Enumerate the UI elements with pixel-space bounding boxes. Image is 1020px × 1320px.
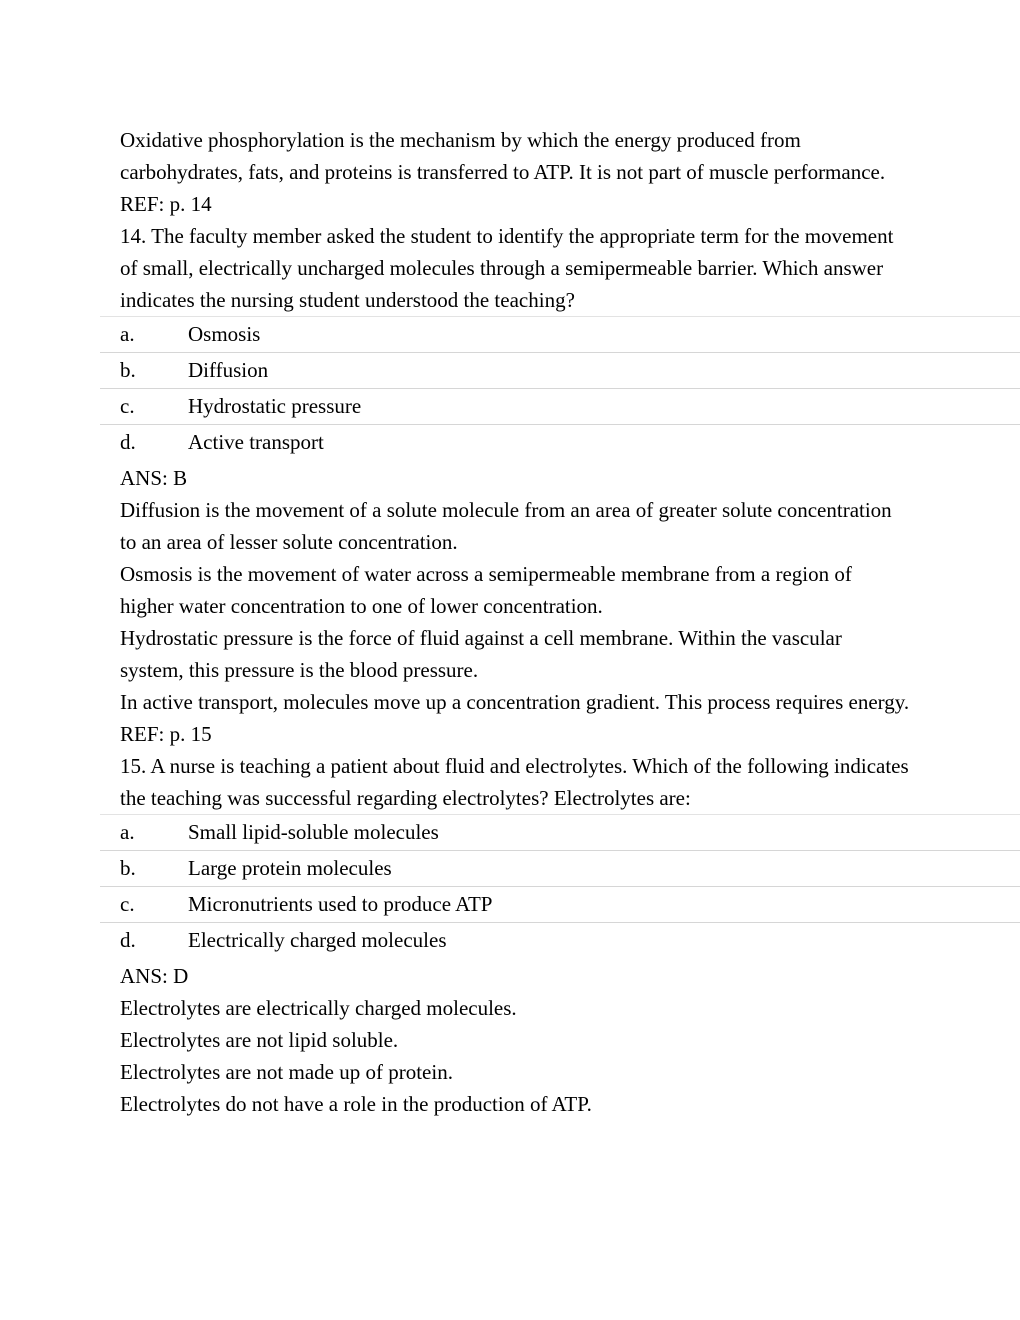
option-text: Diffusion — [188, 358, 269, 382]
option-letter: a. — [120, 820, 135, 844]
rationale-text: In active transport, molecules move up a concentration gradient. This process requires energy. — [120, 690, 910, 714]
option-row — [100, 352, 1020, 388]
option-letter: d. — [120, 928, 136, 952]
option-text: Osmosis — [188, 322, 261, 346]
option-letter: d. — [120, 430, 136, 454]
document-page — [0, 124, 1020, 1120]
rationale-text: Diffusion is the movement of a solute molecule from an area of greater solute concentration to an area of lesser solute concentration. — [120, 498, 892, 554]
question-14-options — [100, 316, 1020, 460]
option-letter: b. — [120, 856, 136, 880]
option-row — [100, 922, 1020, 958]
rationale-text: Osmosis is the movement of water across a semipermeable membrane from a region of higher water concentration to one of lower concentration. — [120, 562, 852, 618]
option-row — [100, 850, 1020, 886]
option-row — [100, 424, 1020, 460]
option-text: Active transport — [188, 430, 324, 454]
rationale-text: Electrolytes are not made up of protein. — [120, 1060, 453, 1084]
question-15-options — [100, 814, 1020, 958]
option-text: Large protein molecules — [188, 856, 392, 880]
option-row — [100, 814, 1020, 850]
reference-text: REF: p. 15 — [120, 722, 212, 746]
option-text: Electrically charged molecules — [188, 928, 447, 952]
answer-text: ANS: B — [120, 466, 188, 490]
option-letter: a. — [120, 322, 135, 346]
option-text: Small lipid-soluble molecules — [188, 820, 439, 844]
option-letter: b. — [120, 358, 136, 382]
rationale-text: Hydrostatic pressure is the force of fluid against a cell membrane. Within the vascular system, this pressure is the blood pressure. — [120, 626, 842, 682]
option-row — [100, 886, 1020, 922]
option-letter: c. — [120, 394, 135, 418]
reference-text: REF: p. 14 — [120, 192, 212, 216]
rationale-text: Oxidative phosphorylation is the mechanism by which the energy produced from carbohydrates, fats, and proteins is transferred to ATP. It is not part of muscle performance. — [120, 128, 886, 184]
rationale-text: Electrolytes are electrically charged molecules. — [120, 996, 517, 1020]
question-14-text: 14. The faculty member asked the student to identify the appropriate term for the movement of small, electrically uncharged molecules through a semipermeable barrier. Which answer indicates the nursing student understood the teaching? — [120, 224, 894, 312]
rationale-text: Electrolytes do not have a role in the production of ATP. — [120, 1092, 592, 1116]
option-text: Hydrostatic pressure — [188, 394, 362, 418]
rationale-text: Electrolytes are not lipid soluble. — [120, 1028, 399, 1052]
answer-text: ANS: D — [120, 964, 189, 988]
option-letter: c. — [120, 892, 135, 916]
option-row — [100, 388, 1020, 424]
option-text: Micronutrients used to produce ATP — [188, 892, 493, 916]
option-row — [100, 316, 1020, 352]
question-15-text: 15. A nurse is teaching a patient about fluid and electrolytes. Which of the following indicates the teaching was successful regarding electrolytes? Electrolytes are: — [120, 754, 909, 810]
